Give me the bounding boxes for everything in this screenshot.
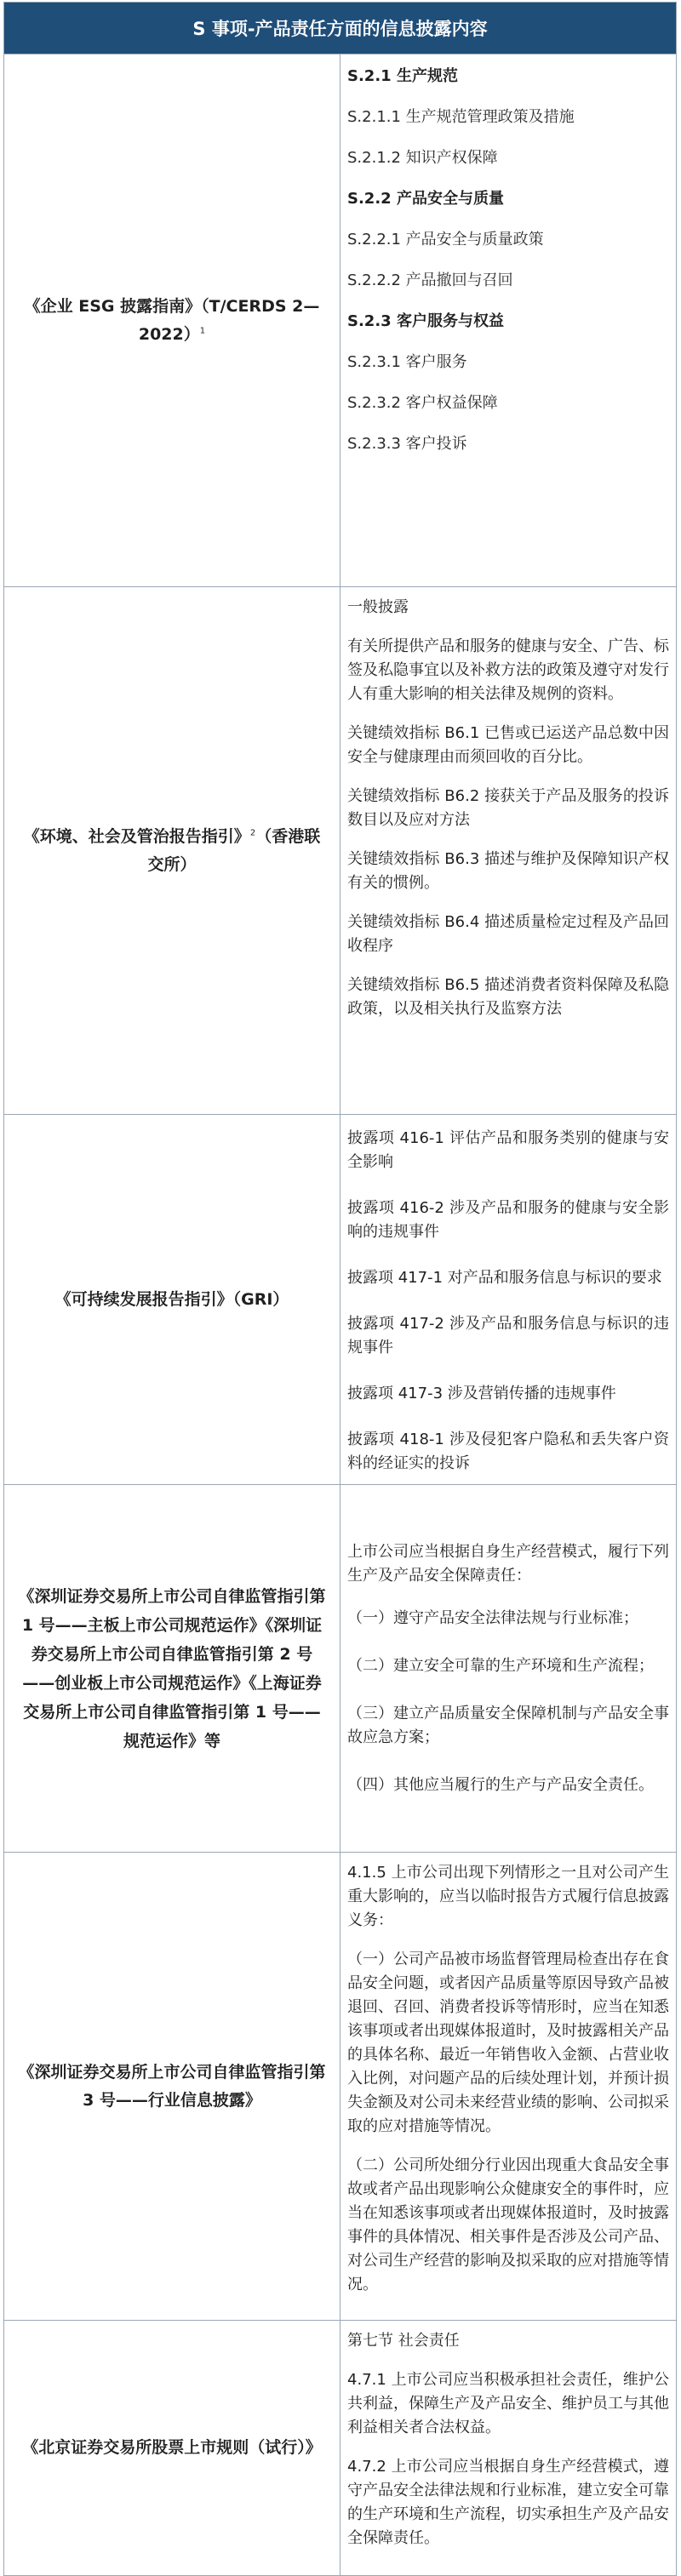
content-cell	[340, 54, 677, 587]
disclosure-table	[3, 2, 677, 2576]
source-cell	[4, 2321, 340, 2576]
section-heading: S.2.1 生产规范	[347, 67, 458, 85]
paragraph: 第七节 社会责任	[347, 2332, 460, 2350]
subsection-item: S.2.1.2 知识产权保障	[347, 149, 498, 167]
table-row	[4, 1485, 677, 1853]
disclosure-table-container	[3, 2, 677, 2576]
paragraph: 4.1.5 上市公司出现下列情形之一且对公司产生重大影响的，应当以临时报告方式履行信息披露义务：	[347, 1864, 669, 1929]
paragraph: 一般披露	[347, 598, 409, 616]
source-title: 《北京证券交易所股票上市规则（试行）》	[22, 2438, 322, 2457]
paragraph: （三）建立产品质量安全保障机制与产品安全事故应急方案；	[347, 1704, 669, 1746]
table-row	[4, 587, 677, 1115]
table-row	[4, 2321, 677, 2576]
subsection-item: S.2.2.2 产品撤回与召回	[347, 271, 513, 289]
paragraph: 关键绩效指标 B6.1 已售或已运送产品总数中因安全与健康理由而须回收的百分比。	[347, 724, 669, 766]
paragraph: （二）建立安全可靠的生产环境和生产流程；	[347, 1656, 654, 1675]
content-cell	[340, 1853, 677, 2321]
paragraph: 关键绩效指标 B6.5 描述消费者资料保障及私隐政策，以及相关执行及监察方法	[347, 976, 669, 1018]
paragraph: （二）公司所处细分行业因出现重大食品安全事故或者产品出现影响公众健康安全的事件时，应当在知悉该事项或者出现媒体报道时，及时披露事件的具体情况、相关事件是否涉及公司产品、对公司生产经营的影响及拟采取的应对措施等情况。	[347, 2156, 669, 2293]
section-heading: S.2.3 客户服务与权益	[347, 312, 504, 330]
source-title: 《环境、社会及管治报告指引》	[23, 826, 250, 846]
paragraph: 披露项 417-3 涉及营销传播的违规事件	[347, 1385, 616, 1402]
table-title: S 事项-产品责任方面的信息披露内容	[4, 3, 677, 54]
subsection-item: S.2.1.1 生产规范管理政策及措施	[347, 108, 575, 126]
table-row	[4, 1115, 677, 1485]
paragraph: （四）其他应当履行的生产与产品安全责任。	[347, 1775, 654, 1794]
paragraph: 披露项 417-1 对产品和服务信息与标识的要求	[347, 1269, 662, 1287]
source-title: 《可持续发展报告指引》（GRI）	[54, 1289, 289, 1309]
paragraph: 关键绩效指标 B6.2 接获关于产品及服务的投诉数目以及应对方法	[347, 787, 669, 829]
subsection-item: S.2.3.1 客户服务	[347, 353, 467, 371]
paragraph: （一）公司产品被市场监督管理局检查出存在食品安全问题，或者因产品质量等原因导致产品被退回、召回、消费者投诉等情形时，应当在知悉该事项或者出现媒体报道时，及时披露相关产品的具体名称、最近一年销售收入金额、占营业收入比例，对问题产品的后续处理计划，并预计损失金额及对公司未来经营业绩的影响、公司拟采取的应对措施等情况。	[347, 1951, 669, 2135]
content-cell	[340, 2321, 677, 2576]
footnote-marker: 2	[249, 828, 256, 838]
source-cell	[4, 1485, 340, 1853]
paragraph: （一）遵守产品安全法律法规与行业标准；	[347, 1608, 638, 1627]
paragraph: 披露项 418-1 涉及侵犯客户隐私和丢失客户资料的经证实的投诉	[347, 1431, 669, 1472]
paragraph: 4.7.1 上市公司应当积极承担社会责任，维护公共利益，保障生产及产品安全、维护员工与其他利益相关者合法权益。	[347, 2371, 669, 2436]
source-cell	[4, 587, 340, 1115]
paragraph: 4.7.2 上市公司应当根据自身生产经营模式，遵守产品安全法律法规和行业标准，建立安全可靠的生产环境和生产流程，切实承担生产及产品安全保障责任。	[347, 2458, 669, 2547]
content-cell	[340, 1115, 677, 1485]
source-title: 《企业 ESG 披露指南》（T/CERDS 2—2022）	[24, 296, 320, 344]
paragraph: 披露项 416-2 涉及产品和服务的健康与安全影响的违规事件	[347, 1199, 669, 1241]
source-title: 《深圳证券交易所上市公司自律监管指引第 1 号——主板上市公司规范运作》《深圳证券交易所上市公司自律监管指引第 2 号——创业板上市公司规范运作》《上海证券交易所上市公司自律监管指引第 1 号——规范运作》等	[18, 1586, 326, 1751]
table-row	[4, 54, 677, 587]
paragraph: 披露项 416-1 评估产品和服务类别的健康与安全影响	[347, 1129, 669, 1171]
section-heading: S.2.2 产品安全与质量	[347, 190, 504, 208]
paragraph: 有关所提供产品和服务的健康与安全、广告、标签及私隐事宜以及补救方法的政策及遵守对发行人有重大影响的相关法律及规例的资料。	[347, 637, 669, 703]
table-header-row	[4, 3, 677, 54]
source-suffix: （香港联交所）	[147, 826, 321, 874]
paragraph: 关键绩效指标 B6.4 描述质量检定过程及产品回收程序	[347, 913, 669, 955]
source-cell	[4, 1853, 340, 2321]
source-cell	[4, 1115, 340, 1485]
subsection-item: S.2.3.3 客户投诉	[347, 435, 467, 453]
content-cell	[340, 587, 677, 1115]
paragraph: 披露项 417-2 涉及产品和服务信息与标识的违规事件	[347, 1315, 669, 1357]
source-cell	[4, 54, 340, 587]
footnote-marker: 1	[199, 326, 206, 336]
content-cell	[340, 1485, 677, 1853]
subsection-item: S.2.3.2 客户权益保障	[347, 394, 498, 412]
paragraph: 上市公司应当根据自身生产经营模式，履行下列生产及产品安全保障责任：	[347, 1542, 669, 1585]
source-title: 《深圳证券交易所上市公司自律监管指引第 3 号——行业信息披露》	[18, 2062, 326, 2110]
paragraph: 关键绩效指标 B6.3 描述与维护及保障知识产权有关的惯例。	[347, 850, 669, 892]
subsection-item: S.2.2.1 产品安全与质量政策	[347, 231, 544, 248]
table-row	[4, 1853, 677, 2321]
